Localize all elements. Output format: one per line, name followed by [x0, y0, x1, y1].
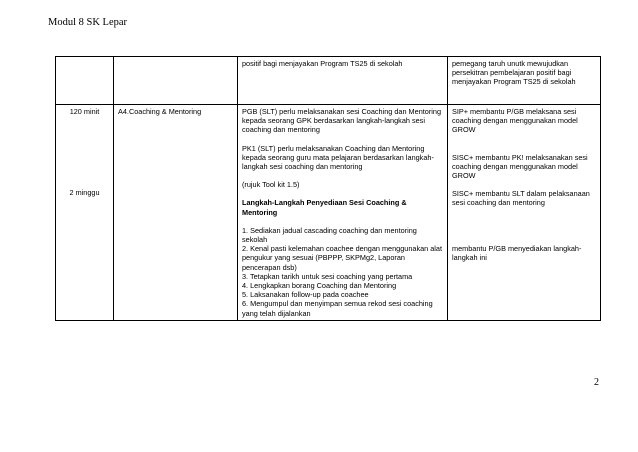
pk1-paragraph: PK1 (SLT) perlu melaksanakan Coaching dan Mentoring kepada seorang guru mata pelajaran berdasarkan langkah-langkah sesi coaching dan mentoring: [242, 143, 434, 172]
support-cell: [448, 105, 601, 321]
page-number: 2: [594, 377, 599, 388]
time-2-minggu: 2 minggu: [69, 188, 100, 198]
table-cell: [56, 57, 114, 105]
module-header: Modul 8 SK Lepar: [48, 17, 128, 28]
toolkit-reference: (rujuk Tool kit 1.5): [242, 180, 300, 190]
pgb-paragraph: PGB (SLT) perlu melaksanakan sesi Coaching dan Mentoring kepada seorang GPK berdasarkan langkah-langkah sesi coaching dan mentoring: [242, 107, 442, 135]
table-row: [56, 57, 601, 105]
description-cell: [238, 105, 448, 321]
activity-table: [55, 56, 601, 321]
steps-title: Langkah-Langkah Penyediaan Sesi Coaching & Mentoring: [242, 198, 407, 217]
table-cell: [238, 57, 448, 105]
sisc-slt-support-text: SISC+ membantu SLT dalam pelaksanaan sesi coaching dan mentoring: [452, 189, 590, 208]
step-item: 3. Tetapkan tarikh untuk sesi coaching yang pertama: [242, 271, 413, 281]
table-row: [56, 105, 601, 321]
time-cell: [56, 105, 114, 321]
sisc-pk-support-text: SISC+ membantu PK! melaksanakan sesi coaching dengan menggunakan model GROW: [452, 152, 588, 181]
table-cell: [114, 57, 238, 105]
time-120-minit: 120 minit: [69, 107, 100, 116]
sip-support-text: SIP+ membantu P/GB melaksana sesi coaching dengan menggunakan model GROW: [452, 107, 578, 135]
activity-cell: [114, 105, 238, 321]
step-item: 6. Mengumpul dan menyimpan semua rekod sesi coaching yang telah dijalankan: [242, 299, 433, 318]
row1-col4-text: pemegang taruh unutk mewujudkan persekitran pembelajaran positif bagi menjayakan Program TS25 di sekolah: [452, 59, 576, 87]
step-item: 1. Sediakan jadual cascading coaching dan mentoring sekolah: [242, 225, 417, 245]
table-cell: [448, 57, 601, 105]
row1-col3-text: positif bagi menjayakan Program TS25 di sekolah: [242, 59, 403, 68]
step-item: 5. Laksanakan follow-up pada coachee: [242, 290, 369, 300]
steps-support-text: membantu P/GB menyediakan langkah-langkah ini: [452, 243, 582, 262]
activity-name: A4.Coaching & Mentoring: [118, 107, 202, 116]
step-item: 2. Kenal pasti kelemahan coachee dengan menggunakan alat pengukur yang sesuai (PBPPP, SKPMg2, Laporan pencerapan dsb): [242, 244, 443, 272]
step-item: 4. Lengkapkan borang Coaching dan Mentoring: [242, 281, 397, 291]
